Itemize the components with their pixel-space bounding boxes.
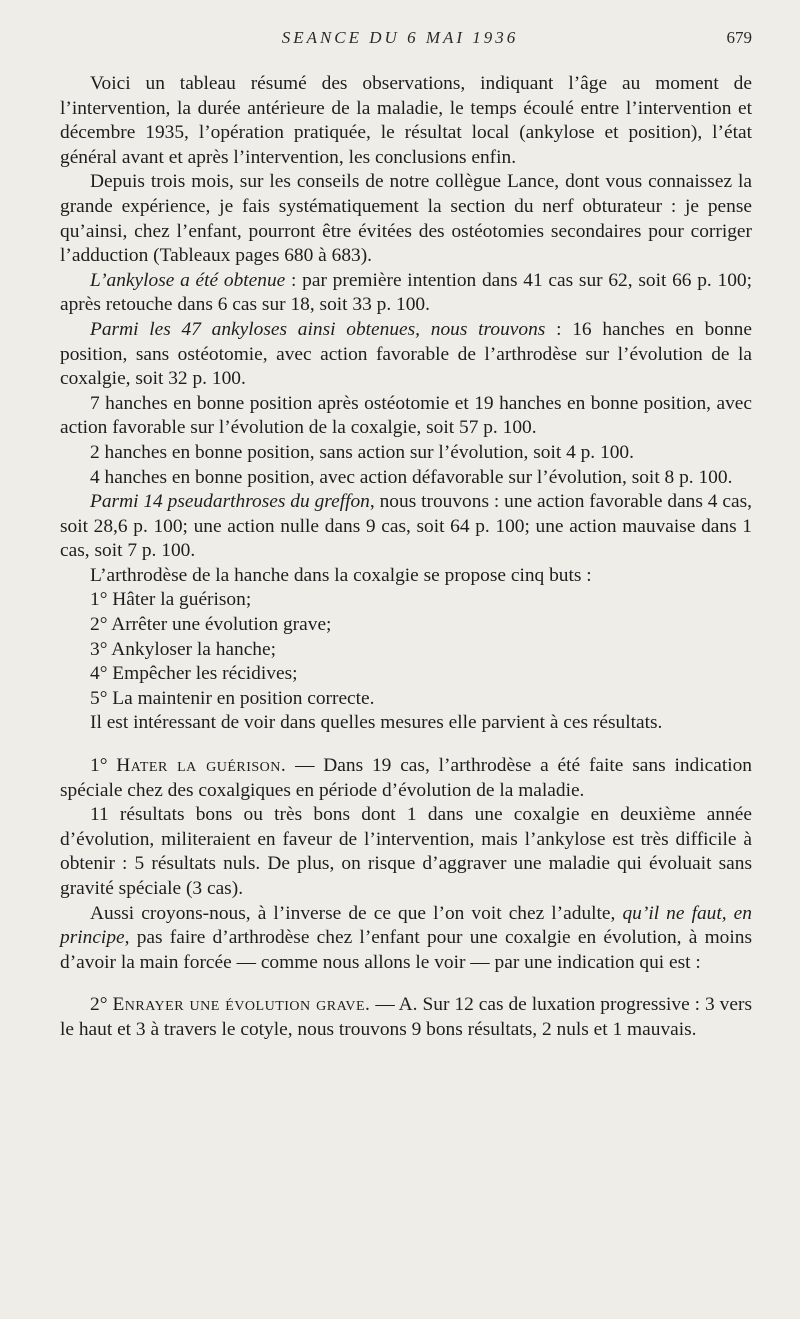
paragraph <box>60 490 752 564</box>
paragraph: 11 résultats bons ou très bons dont 1 dans une coxalgie en deuxième année d’évolution, militeraient en faveur de l’intervention, mais l’ankylose est très difficile à obtenir : 5 résultats nuls. De plus, on risque d’aggraver une maladie qui évoluait sans gravité spéciale (3 cas). <box>60 804 752 899</box>
paragraph: L’arthrodèse de la hanche dans la coxalgie se propose cinq buts : <box>90 564 592 586</box>
section-gap <box>60 736 752 754</box>
paragraph: 2 hanches en bonne position, sans action sur l’évolution, soit 4 p. 100. <box>90 441 634 463</box>
list-item: 4° Empêcher les récidives; <box>90 663 298 685</box>
section-paragraph <box>60 993 752 1042</box>
paragraph: Voici un tableau résumé des observations, indiquant l’âge au moment de l’intervention, la durée antérieure de la maladie, le temps écoulé entre l’intervention et décembre 1935, l’opération pratiquée, le résultat local (ankylose et position), l’état général avant et après l’intervention, les conclusions enfin. <box>60 73 752 168</box>
list-item: 5° La maintenir en position correcte. <box>90 687 375 709</box>
paragraph-text: : 16 hanches en bonne position, sans ostéotomie, avec action favorable de l’arthrodèse sur l’évolution de la coxalgie, soit 32 p. 100. <box>60 318 752 390</box>
running-title: SEANCE DU 6 MAI 1936 <box>281 28 519 47</box>
italic-lead: Parmi les 47 ankyloses ainsi obtenues, nous trouvons <box>90 318 546 340</box>
paragraph-text: , nous trouvons : une action favorable dans 4 cas, soit 28,6 p. 100; une action nulle dans 9 cas, soit 64 p. 100; une action mauvaise dans 1 cas, soit 7 p. 100. <box>60 491 752 562</box>
paragraph-text: : par première intention dans 41 cas sur 62, soit 66 p. 100; après retouche dans 6 cas sur 18, soit 33 p. 100. <box>60 269 752 316</box>
page-header <box>0 28 800 58</box>
section-heading: Hater la guérison. <box>116 755 287 777</box>
paragraph-text: — A. Sur 12 cas de luxation progressive : 3 vers le haut et 3 à travers le cotyle, nous trouvons 9 bons résultats, 2 nuls et 1 mauvais. <box>60 994 752 1040</box>
section-number: 2° <box>90 994 113 1016</box>
section-gap <box>60 975 752 993</box>
italic-lead: Parmi 14 pseudarthroses du greffon <box>90 491 370 513</box>
section-number: 1° <box>90 755 117 777</box>
section-heading: Enrayer une évolution grave. <box>112 994 371 1016</box>
paragraph <box>60 269 752 318</box>
paragraph-text: , pas faire d’arthrodèse chez l’enfant pour une coxalgie en évolution, à moins d’avoir la main forcée — comme nous allons le voir — par une indication qui est : <box>60 927 752 973</box>
section-paragraph <box>60 754 752 803</box>
paragraph <box>60 318 752 392</box>
paragraph: Depuis trois mois, sur les conseils de notre collègue Lance, dont vous connaissez la grande expérience, je fais systématiquement la section du nerf obturateur : je pense qu’ainsi, chez l’enfant, pourront être évitées des ostéotomies secondaires pour corriger l’adduction (Tableaux pages 680 à 683). <box>60 171 752 267</box>
page-number: 679 <box>726 28 752 47</box>
italic-lead: L’ankylose a été obtenue <box>90 269 286 291</box>
paragraph: Il est intéressant de voir dans quelles mesures elle parvient à ces résultats. <box>90 712 663 734</box>
paragraph-text: Aussi croyons-nous, à l’inverse de ce que l’on voit chez l’adulte, <box>90 902 623 924</box>
paragraph <box>60 902 752 976</box>
paragraph: 7 hanches en bonne position après ostéotomie et 19 hanches en bonne position, avec action favorable sur l’évolution de la coxalgie, soit 57 p. 100. <box>60 392 752 439</box>
list-item: 1° Hâter la guérison; <box>90 589 252 611</box>
list-item: 2° Arrêter une évolution grave; <box>90 614 332 636</box>
list-item: 3° Ankyloser la hanche; <box>90 638 276 660</box>
italic-phrase: qu’il ne faut, en principe <box>60 902 752 949</box>
paragraph-text: — Dans 19 cas, l’arthrodèse a été faite sans indication spéciale chez des coxalgiques en période d’évolution de la maladie. <box>60 755 752 801</box>
text-body <box>60 72 752 1043</box>
paragraph: 4 hanches en bonne position, avec action défavorable sur l’évolution, soit 8 p. 100. <box>90 466 733 488</box>
